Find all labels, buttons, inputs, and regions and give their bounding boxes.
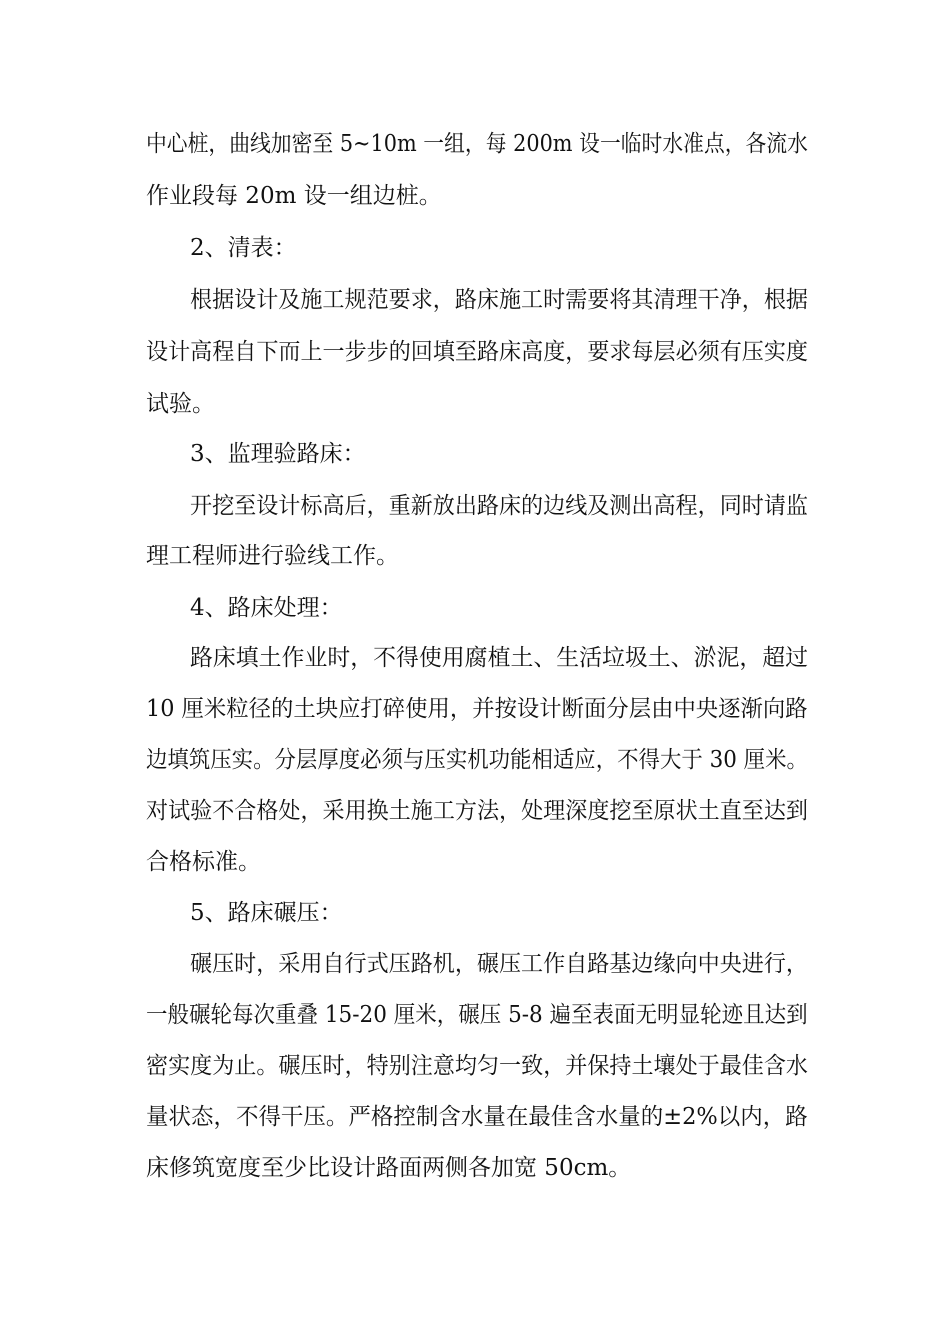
section-heading: 4、路床处理： xyxy=(190,595,343,621)
section-heading: 3、监理验路床： xyxy=(190,441,366,467)
text-line: 中心桩，曲线加密至 5~10m 一组，每 200m 设一临时水准点，各流水 xyxy=(146,131,808,157)
text-line: 量状态，不得干压。严格控制含水量在最佳含水量的±2%以内，路 xyxy=(146,1104,808,1130)
text-line: 作业段每 20m 设一组边桩。 xyxy=(146,183,442,209)
text-line: 对试验不合格处，采用换土施工方法，处理深度挖至原状土直至达到 xyxy=(146,798,808,824)
text-line: 设计高程自下而上一步步的回填至路床高度，要求每层必须有压实度 xyxy=(146,339,808,365)
text-line: 边填筑压实。分层厚度必须与压实机功能相适应，不得大于 30 厘米。 xyxy=(146,747,808,773)
text-line: 理工程师进行验线工作。 xyxy=(146,543,399,569)
text-line: 密实度为止。碾压时，特别注意均匀一致，并保持土壤处于最佳含水 xyxy=(146,1053,808,1079)
text-line: 碾压时，采用自行式压路机，碾压工作自路基边缘向中央进行， xyxy=(190,951,808,977)
section-heading: 5、路床碾压： xyxy=(190,900,343,926)
text-line: 开挖至设计标高后，重新放出路床的边线及测出高程，同时请监 xyxy=(190,493,808,519)
text-line: 10 厘米粒径的土块应打碎使用，并按设计断面分层由中央逐渐向路 xyxy=(146,696,808,722)
text-line: 合格标准。 xyxy=(146,849,261,875)
text-line: 根据设计及施工规范要求，路床施工时需要将其清理干净，根据 xyxy=(190,287,808,313)
text-line: 床修筑宽度至少比设计路面两侧各加宽 50cm。 xyxy=(146,1155,632,1181)
text-line: 试验。 xyxy=(146,391,215,417)
section-heading: 2、清表： xyxy=(190,235,297,261)
text-line: 一般碾轮每次重叠 15-20 厘米，碾压 5-8 遍至表面无明显轮迹且达到 xyxy=(146,1002,808,1028)
text-line: 路床填土作业时，不得使用腐植土、生活垃圾土、淤泥，超过 xyxy=(190,645,809,671)
